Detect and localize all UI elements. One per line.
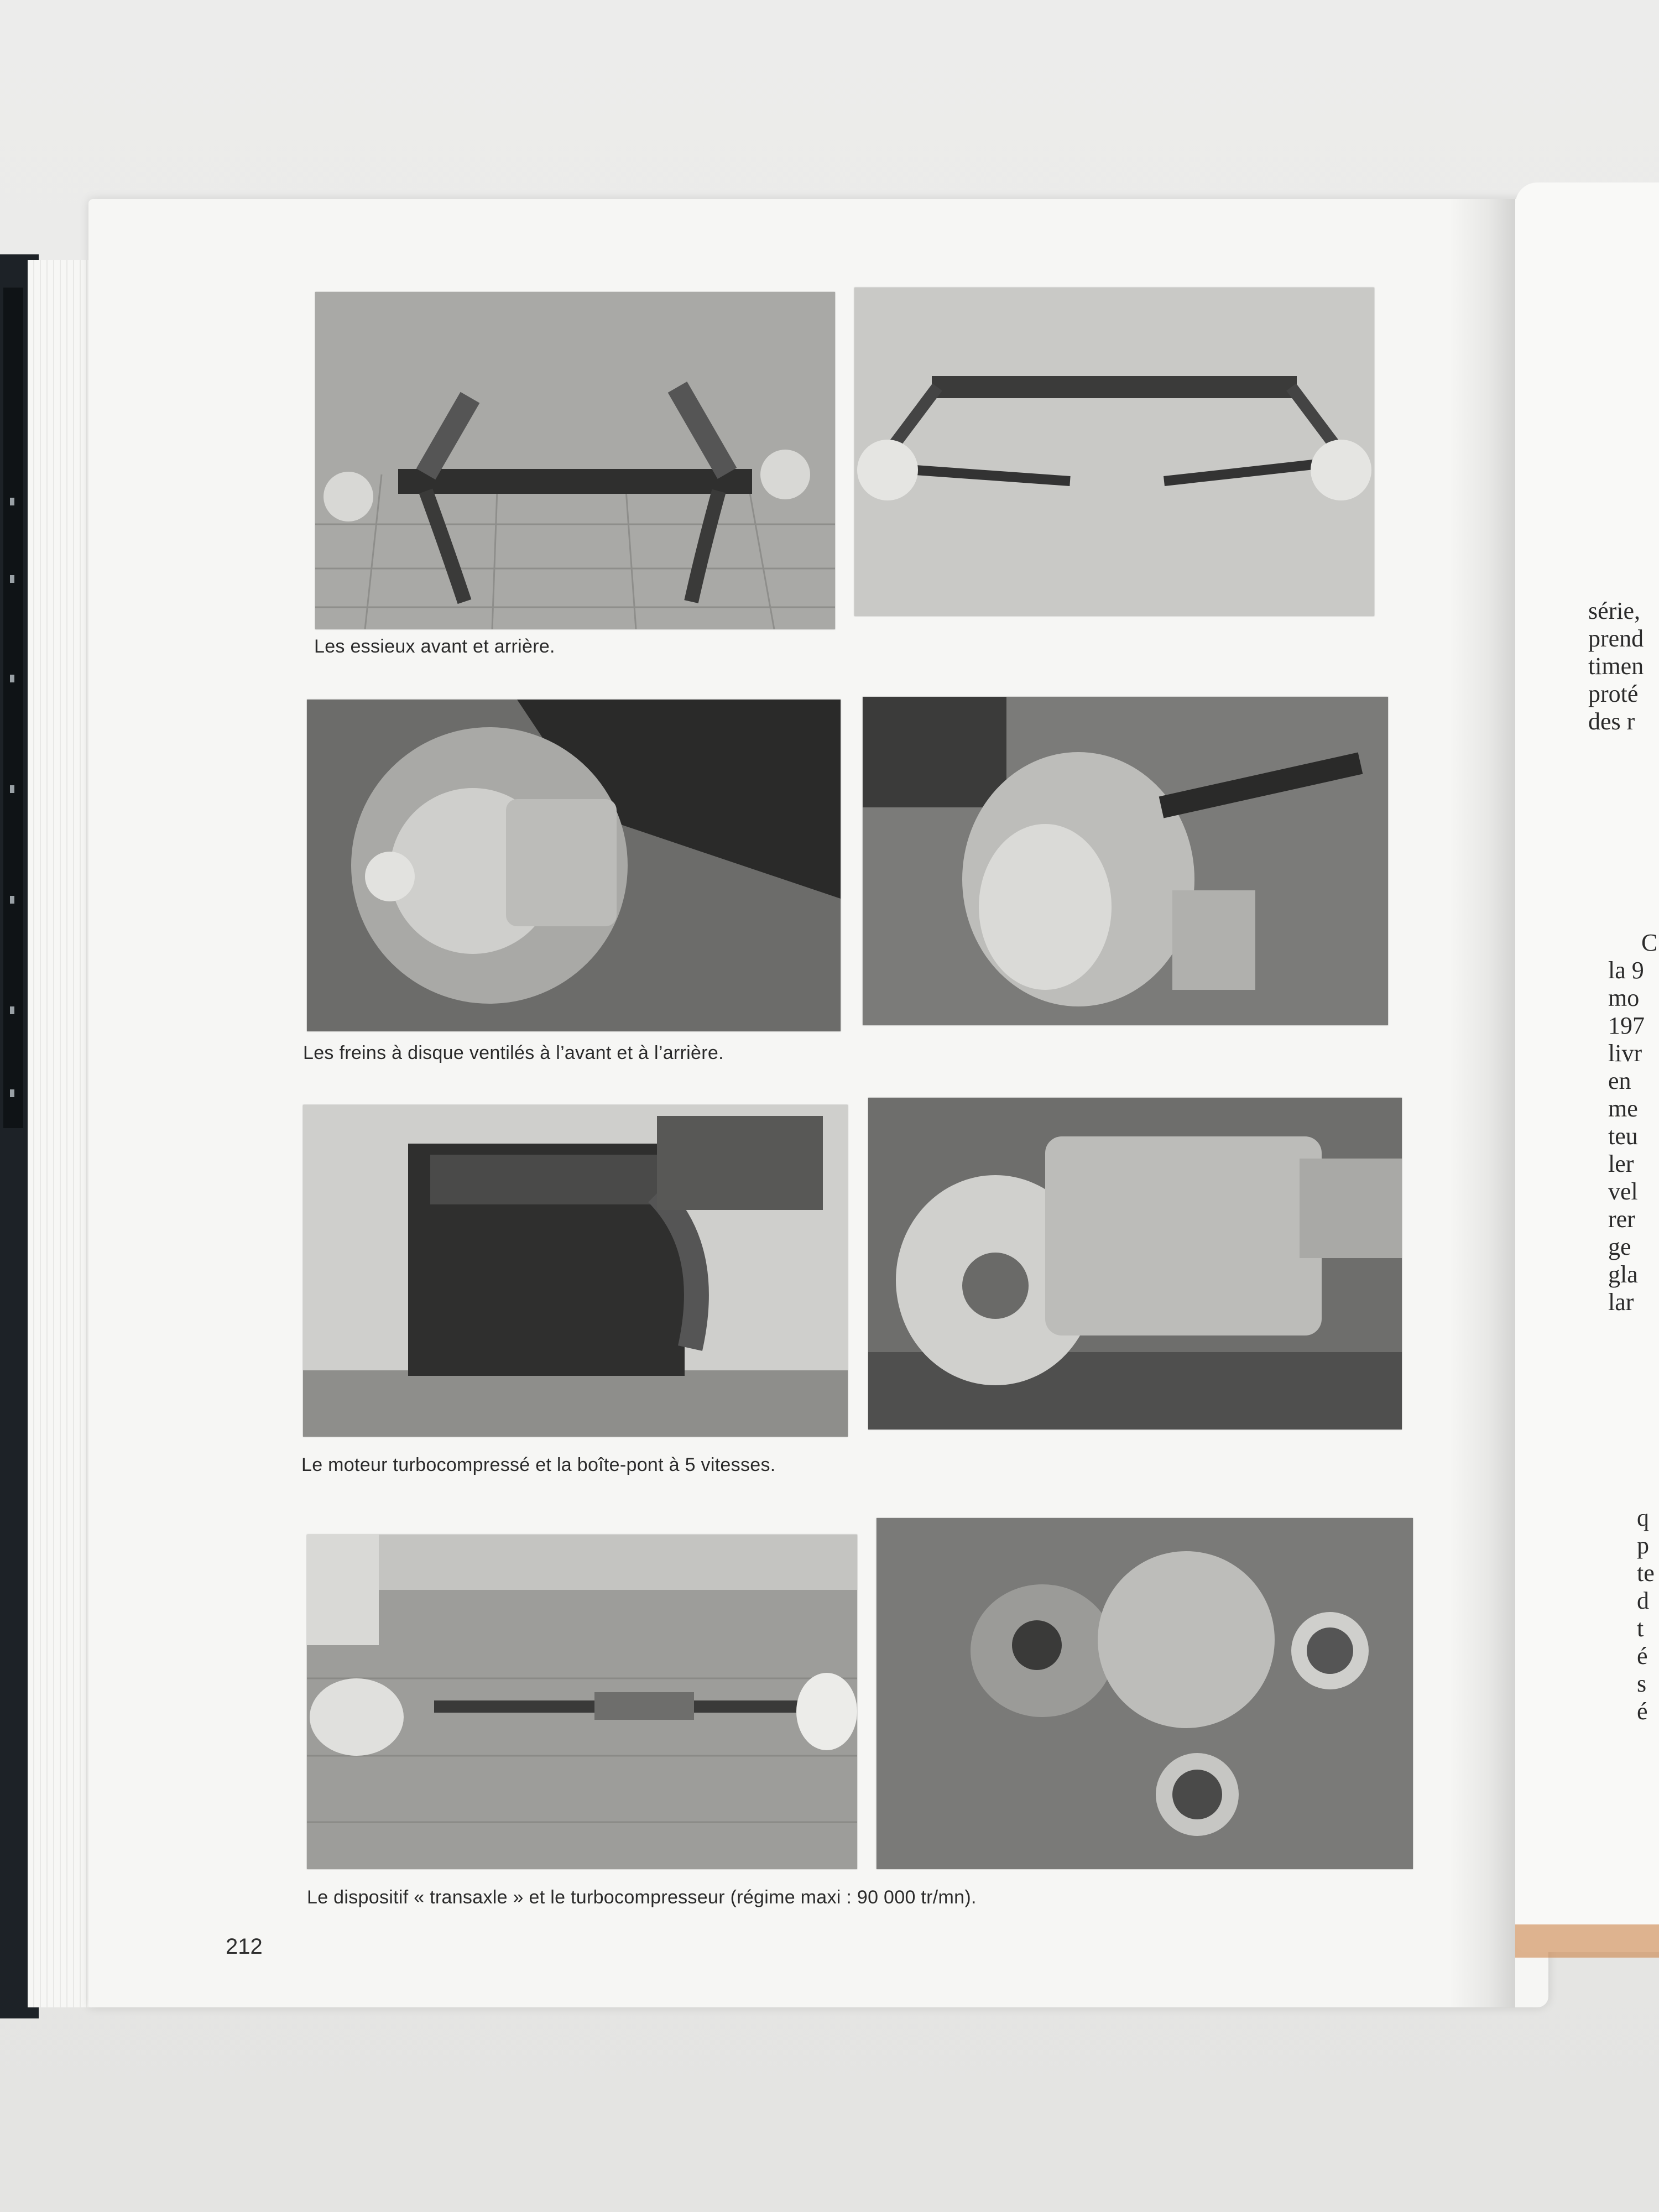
photo-rear-brake — [863, 697, 1388, 1025]
text-line: d — [1637, 1587, 1649, 1614]
caption-axles: Les essieux avant et arrière. — [314, 636, 555, 657]
text-line: 197 — [1608, 1012, 1645, 1039]
photo-turbocharger — [877, 1518, 1413, 1869]
text-line: vel — [1608, 1178, 1638, 1205]
book-spine-strip — [3, 288, 23, 1128]
photo-front-axle — [315, 292, 835, 629]
photo-front-brake — [307, 700, 841, 1031]
text-line: t — [1637, 1615, 1644, 1642]
text-line: timen — [1588, 653, 1644, 680]
caption-transaxle-turbo: Le dispositif « transaxle » et le turbocompresseur (régime maxi : 90 000 tr/mn). — [307, 1887, 977, 1908]
text-line: rer — [1608, 1206, 1635, 1233]
right-page-edge — [1515, 1924, 1659, 1958]
text-line: en — [1608, 1067, 1631, 1094]
text-line: série, — [1588, 597, 1641, 624]
photo-5-speed-transaxle — [868, 1098, 1402, 1430]
caption-engine-gearbox: Le moteur turbocompressé et la boîte-pont à 5 vitesses. — [301, 1454, 776, 1475]
text-line: gla — [1608, 1261, 1638, 1288]
text-line: p — [1637, 1532, 1649, 1559]
text-line: des r — [1588, 708, 1635, 735]
photo-turbo-engine — [303, 1105, 848, 1437]
text-line: livr — [1608, 1040, 1642, 1067]
right-page-text-block-3 — [1637, 1504, 1655, 1725]
text-line: s — [1637, 1670, 1647, 1697]
text-line: ge — [1608, 1233, 1631, 1260]
caption-brakes: Les freins à disque ventilés à l’avant et à l’arrière. — [303, 1042, 724, 1063]
text-line: q — [1637, 1504, 1649, 1531]
page-number: 212 — [226, 1934, 263, 1959]
photo-transaxle-system — [307, 1535, 857, 1869]
text-line: te — [1637, 1559, 1655, 1587]
text-line: ler — [1608, 1150, 1634, 1177]
text-line: C — [1641, 929, 1658, 956]
right-page-text-block-2 — [1608, 929, 1657, 1316]
text-line: la 9 — [1608, 957, 1644, 984]
text-line: lar — [1608, 1288, 1634, 1316]
text-line: me — [1608, 1095, 1638, 1122]
right-page-text-block-1 — [1588, 597, 1644, 735]
page-gutter-shadow — [1449, 199, 1515, 2007]
text-line: mo — [1608, 984, 1640, 1011]
text-line: é — [1637, 1698, 1648, 1725]
text-line: teu — [1608, 1123, 1638, 1150]
text-line: é — [1637, 1642, 1648, 1670]
text-line: prend — [1588, 625, 1644, 652]
text-line: proté — [1588, 680, 1639, 707]
photo-rear-axle — [854, 288, 1374, 616]
